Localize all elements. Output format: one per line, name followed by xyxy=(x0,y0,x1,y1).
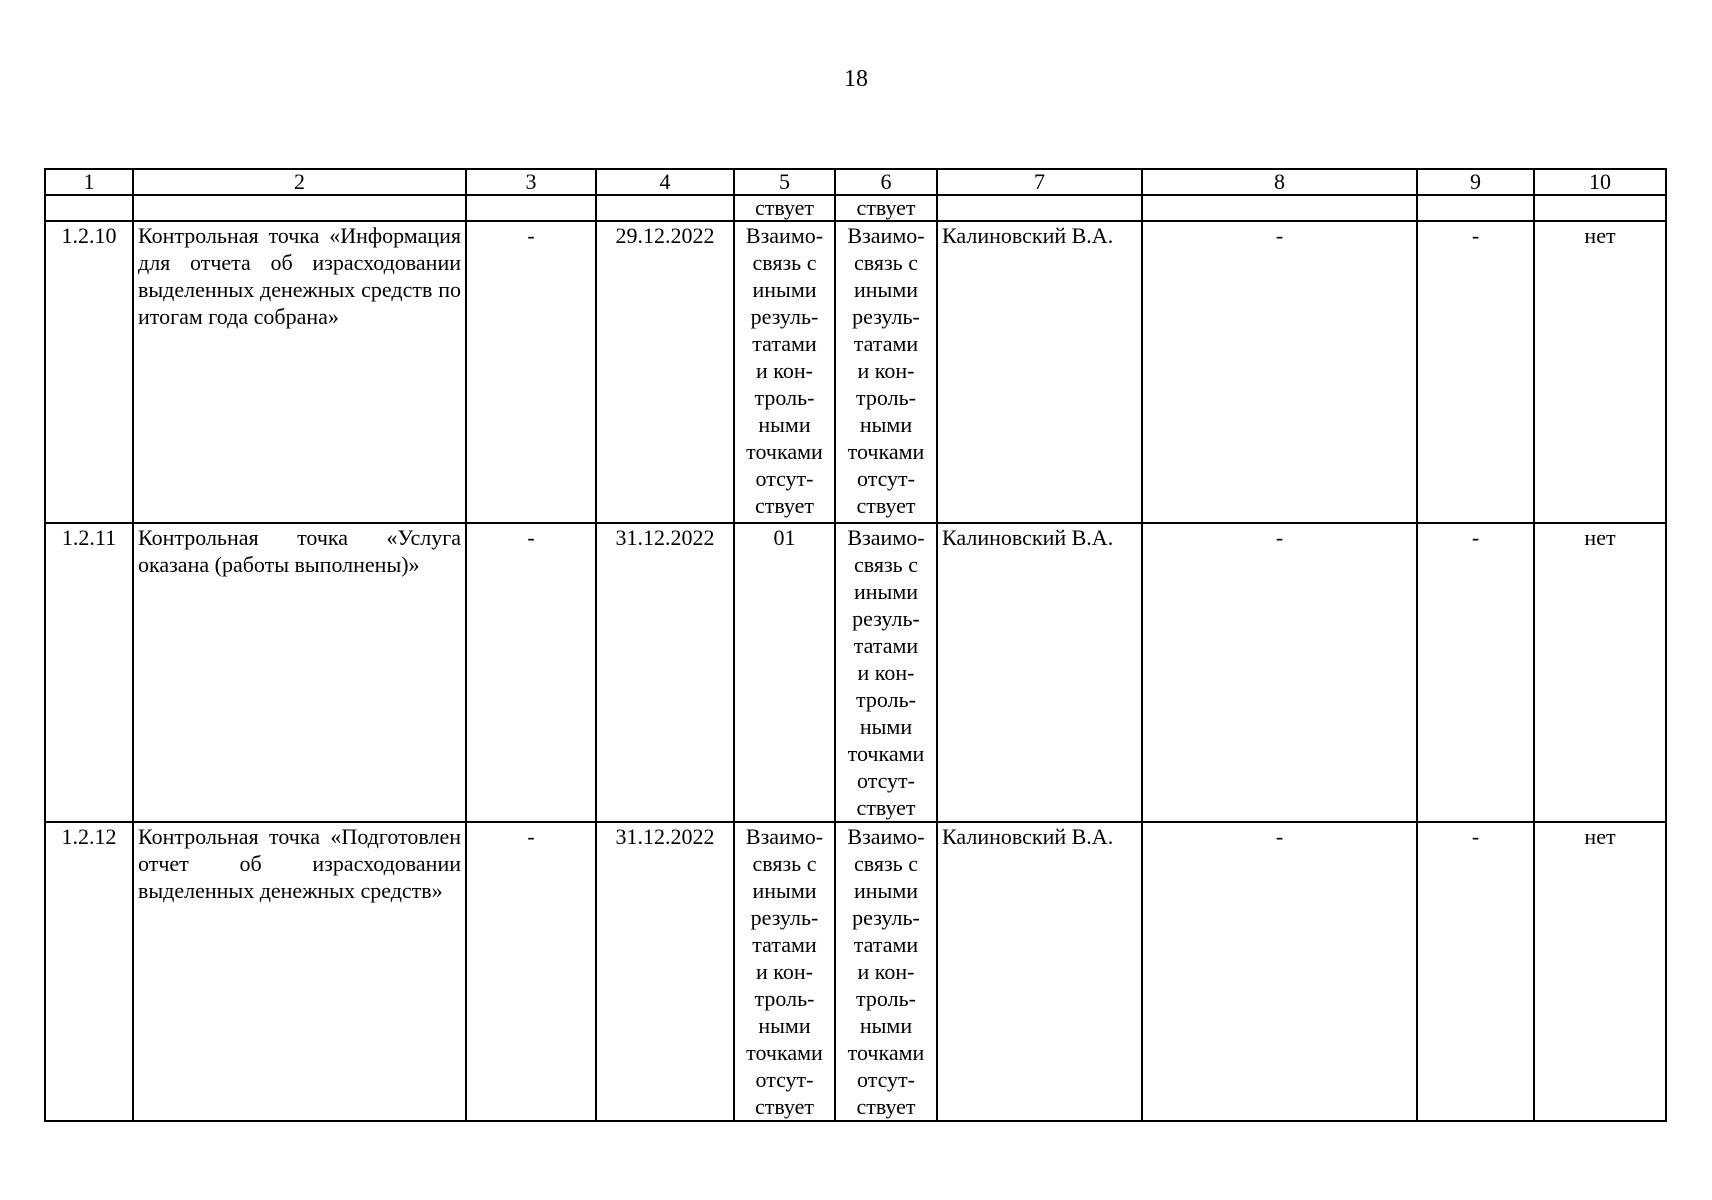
cell-line: Взаимо- xyxy=(847,223,925,248)
continuation-cell xyxy=(45,195,133,221)
cell-line: отсут- xyxy=(856,1067,915,1092)
cell-line: татами xyxy=(752,932,817,957)
cell-line: иными xyxy=(752,878,817,903)
row-responsible: Калиновский В.А. xyxy=(937,221,1142,523)
continuation-cell: ствует xyxy=(734,195,835,221)
cell-line: ными xyxy=(859,714,913,739)
cell-line: иными xyxy=(853,579,919,604)
cell-line: троль- xyxy=(754,986,815,1011)
cell-line: Взаимо- xyxy=(847,525,925,550)
row-col8: - xyxy=(1142,822,1417,1121)
continuation-cell xyxy=(596,195,734,221)
cell-line: и кон- xyxy=(857,660,915,685)
cell-line: троль- xyxy=(856,687,916,712)
row-description: Контрольная точка «Информация для отчета об израсходовании выделенных денежных средств по итогам года собрана» xyxy=(133,221,466,523)
cell-line: ствует xyxy=(856,795,916,820)
row-col5 xyxy=(734,523,835,822)
cell-line: отсут- xyxy=(856,466,915,491)
column-number-header-row xyxy=(45,169,1666,195)
cell-line: ствует xyxy=(754,1094,815,1119)
cell-line: отсут- xyxy=(755,466,814,491)
row-description: Контрольная точка «Подготовлен отчет об израсходовании выделенных денежных средств» xyxy=(133,822,466,1121)
header-cell: 6 xyxy=(835,169,937,195)
cell-line: и кон- xyxy=(857,959,915,984)
cell-line: точками xyxy=(746,439,823,464)
header-cell: 5 xyxy=(734,169,835,195)
continuation-cell xyxy=(937,195,1142,221)
cell-line: ными xyxy=(859,412,913,437)
continuation-row xyxy=(45,195,1666,221)
row-col10: нет xyxy=(1534,523,1666,822)
cell-line: связь с xyxy=(752,250,817,275)
cell-line: и кон- xyxy=(756,959,813,984)
cell-line: иными xyxy=(853,878,919,903)
row-col9: - xyxy=(1417,523,1534,822)
cell-line: точками xyxy=(847,741,925,766)
row-col9: - xyxy=(1417,221,1534,523)
header-cell: 8 xyxy=(1142,169,1417,195)
header-cell: 2 xyxy=(133,169,466,195)
cell-line: троль- xyxy=(856,986,916,1011)
cell-line: ствует xyxy=(856,1094,916,1119)
row-col6 xyxy=(835,523,937,822)
continuation-cell xyxy=(1142,195,1417,221)
page-number: 18 xyxy=(844,66,868,92)
continuation-cell xyxy=(1417,195,1534,221)
control-points-table xyxy=(44,168,1667,1122)
cell-line: троль- xyxy=(754,385,815,410)
cell-line: отсут- xyxy=(755,1067,814,1092)
cell-line: точками xyxy=(847,1040,925,1065)
cell-line: ными xyxy=(859,1013,913,1038)
cell-line: точками xyxy=(847,439,925,464)
cell-line: иными xyxy=(853,277,919,302)
header-cell: 9 xyxy=(1417,169,1534,195)
cell-line: татами xyxy=(853,331,919,356)
row-col9: - xyxy=(1417,822,1534,1121)
continuation-cell: ствует xyxy=(835,195,937,221)
header-cell: 4 xyxy=(596,169,734,195)
cell-line: Взаимо- xyxy=(745,824,824,849)
row-date: 29.12.2022 xyxy=(596,221,734,523)
cell-line: 01 xyxy=(773,525,796,550)
table-row xyxy=(45,221,1666,523)
cell-line: резуль- xyxy=(852,606,920,631)
cell-line: татами xyxy=(853,932,919,957)
table-row xyxy=(45,523,1666,822)
row-date: 31.12.2022 xyxy=(596,523,734,822)
row-date: 31.12.2022 xyxy=(596,822,734,1121)
row-col6 xyxy=(835,221,937,523)
cell-line: Взаимо- xyxy=(745,223,824,248)
row-col10: нет xyxy=(1534,221,1666,523)
table-row xyxy=(45,822,1666,1121)
row-col10: нет xyxy=(1534,822,1666,1121)
row-number: 1.2.10 xyxy=(45,221,133,523)
row-number: 1.2.11 xyxy=(45,523,133,822)
cell-line: и кон- xyxy=(857,358,915,383)
row-col5 xyxy=(734,221,835,523)
row-number: 1.2.12 xyxy=(45,822,133,1121)
cell-line: татами xyxy=(853,633,919,658)
cell-line: связь с xyxy=(752,851,817,876)
continuation-cell xyxy=(133,195,466,221)
header-cell: 10 xyxy=(1534,169,1666,195)
cell-line: татами xyxy=(752,331,817,356)
cell-line: Взаимо- xyxy=(847,824,925,849)
row-responsible: Калиновский В.А. xyxy=(937,822,1142,1121)
row-description: Контрольная точка «Услуга оказана (работы выполнены)» xyxy=(133,523,466,822)
cell-line: иными xyxy=(752,277,817,302)
row-col8: - xyxy=(1142,221,1417,523)
cell-line: резуль- xyxy=(852,304,920,329)
cell-line: и кон- xyxy=(756,358,813,383)
row-col8: - xyxy=(1142,523,1417,822)
cell-line: связь с xyxy=(854,552,918,577)
cell-line: отсут- xyxy=(856,768,915,793)
cell-line: точками xyxy=(746,1040,823,1065)
row-col5 xyxy=(734,822,835,1121)
cell-line: ствует xyxy=(754,493,815,518)
cell-line: резуль- xyxy=(750,905,819,930)
row-col6 xyxy=(835,822,937,1121)
header-cell: 1 xyxy=(45,169,133,195)
cell-line: резуль- xyxy=(852,905,920,930)
row-responsible: Калиновский В.А. xyxy=(937,523,1142,822)
cell-line: ными xyxy=(758,412,811,437)
cell-line: связь с xyxy=(854,250,918,275)
continuation-cell xyxy=(466,195,596,221)
row-col3: - xyxy=(466,822,596,1121)
row-col3: - xyxy=(466,523,596,822)
cell-line: ными xyxy=(758,1013,811,1038)
continuation-cell xyxy=(1534,195,1666,221)
cell-line: резуль- xyxy=(750,304,819,329)
cell-line: троль- xyxy=(856,385,916,410)
row-col3: - xyxy=(466,221,596,523)
header-cell: 3 xyxy=(466,169,596,195)
header-cell: 7 xyxy=(937,169,1142,195)
cell-line: связь с xyxy=(854,851,918,876)
cell-line: ствует xyxy=(856,493,916,518)
